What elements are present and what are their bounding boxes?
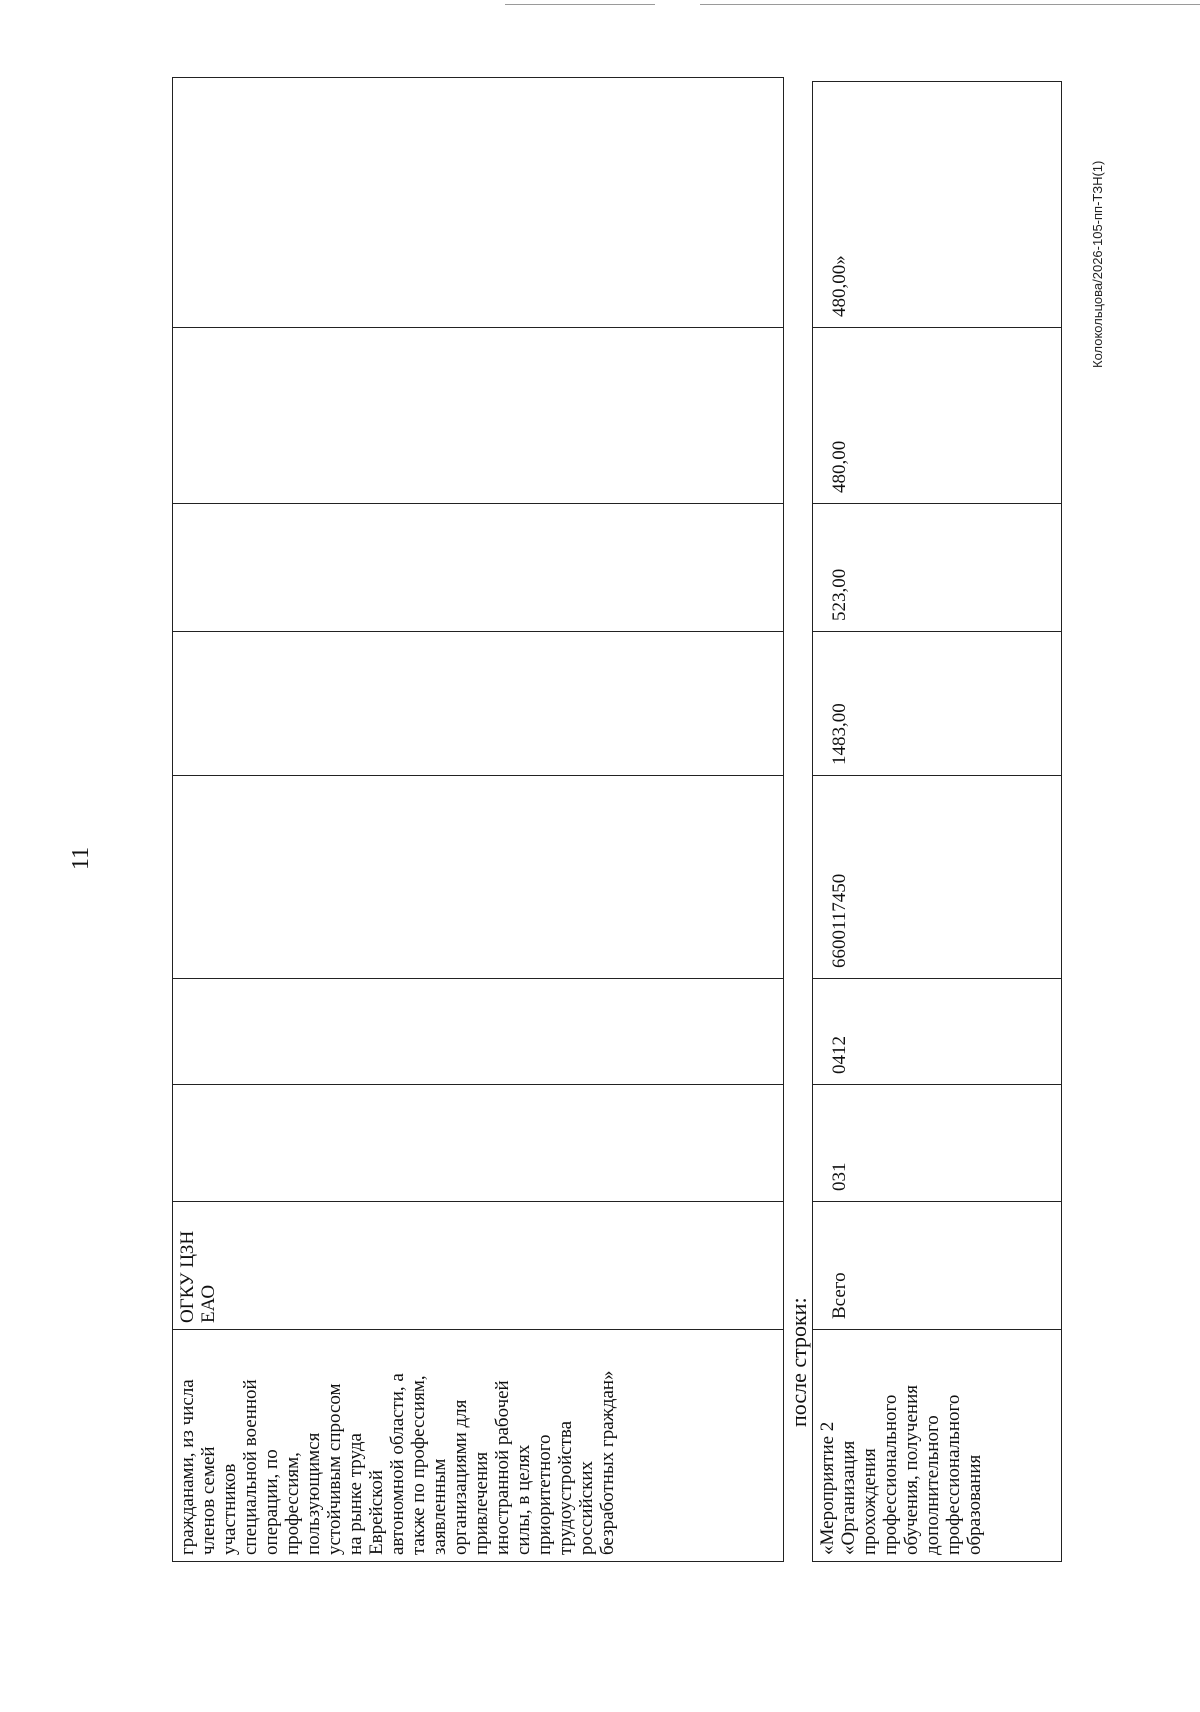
executor-cell: Всего	[813, 1202, 1062, 1330]
executor-cell	[173, 1202, 784, 1330]
executor-text: ОГКУ ЦЗН ЕАО	[177, 1230, 219, 1323]
total-amount-cell: 1483,00	[813, 632, 1062, 776]
activity-description-cell	[813, 1330, 1062, 1562]
continuation-table	[172, 77, 784, 1562]
insertion-table	[812, 81, 1062, 1562]
document-footer-code: Колокольцова/2026-105-пп-ТЗН(1)	[1090, 160, 1105, 368]
activity-description-cell	[173, 1330, 784, 1562]
grbs-code-cell	[173, 1085, 784, 1202]
target-article-cell: 6600117450	[813, 776, 1062, 979]
table-row	[813, 82, 1062, 1562]
year-3-amount-cell: 480,00»	[813, 82, 1062, 328]
target-article-cell	[173, 776, 784, 979]
page-number: 11	[68, 846, 94, 870]
year-2-amount-cell	[173, 328, 784, 504]
total-amount-cell	[173, 632, 784, 776]
year-1-amount-cell	[173, 504, 784, 632]
table-row	[173, 78, 784, 1562]
year-3-amount-cell	[173, 78, 784, 328]
after-row-label: после строки:	[786, 1297, 811, 1427]
activity-description-text: гражданами, из числа членов семей участников специальной военной операции, по профессиям, пользующимся устойчивым спросом на рынке труда Еврейской автономной области, а также по профессиям, заявленным организациями для привлечения иностранной рабочей силы, в целях приоритетного трудоустройства российских безработных граждан»	[177, 1370, 618, 1555]
grbs-code-cell: 031	[813, 1085, 1062, 1202]
year-2-amount-cell: 480,00	[813, 328, 1062, 504]
section-code-cell: 0412	[813, 979, 1062, 1085]
year-1-amount-cell: 523,00	[813, 504, 1062, 632]
section-code-cell	[173, 979, 784, 1085]
activity-description-text: «Мероприятие 2 «Организация прохождения профессионального обучения, получения дополнительного профессионального образования	[817, 1385, 985, 1555]
